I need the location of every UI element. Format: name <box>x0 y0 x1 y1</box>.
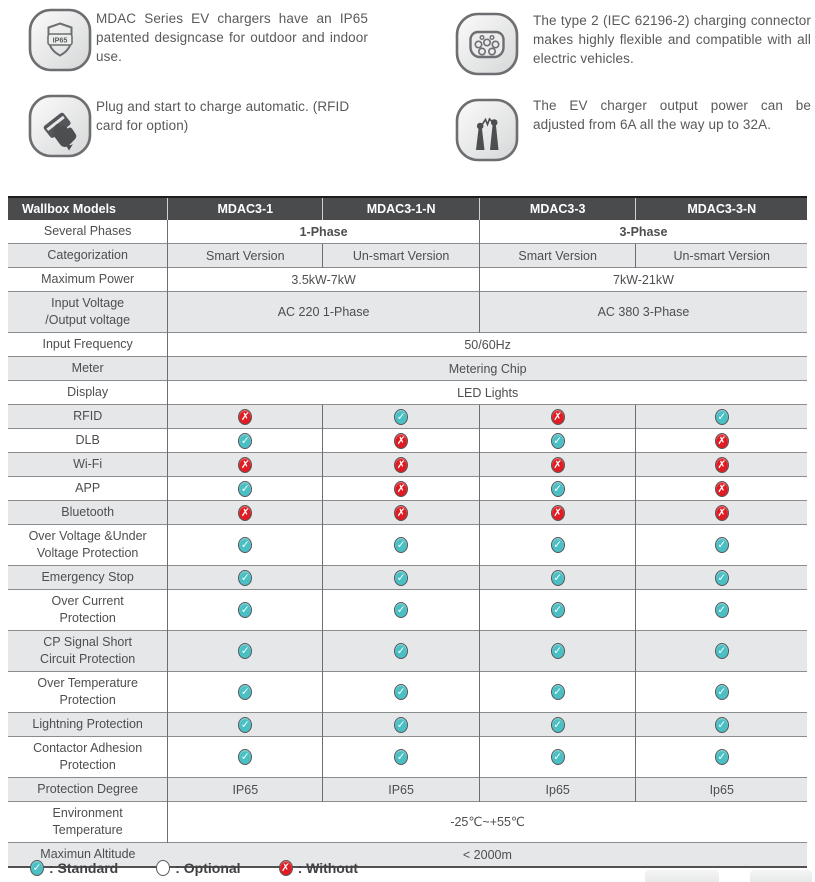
check-icon: ✓ <box>551 684 565 700</box>
adjustable-power-icon <box>455 98 519 162</box>
legend-standard-label: : Standard <box>49 860 119 876</box>
spec-value-cell <box>323 713 480 737</box>
spec-value-cell <box>479 501 636 525</box>
spec-value-cell <box>636 429 807 453</box>
check-icon: ✓ <box>238 537 252 553</box>
spec-label-cell: Meter <box>8 357 168 381</box>
spec-value-cell <box>168 405 323 429</box>
table-row <box>8 631 807 672</box>
spec-value-cell <box>323 672 480 713</box>
table-row <box>8 220 807 244</box>
spec-value-cell <box>323 429 480 453</box>
spec-label-cell: Categorization <box>8 244 168 268</box>
spec-value-cell: IP65 <box>323 778 480 802</box>
cross-icon: ✗ <box>715 505 729 521</box>
check-icon: ✓ <box>394 602 408 618</box>
spec-value-cell: Metering Chip <box>168 357 807 381</box>
spec-value-cell <box>636 566 807 590</box>
check-icon: ✓ <box>238 570 252 586</box>
spec-value-cell: < 2000m <box>168 843 807 868</box>
feature-text-ip65: MDAC Series EV chargers have an IP65 patented designcase for outdoor and indoor use. <box>96 11 368 65</box>
spec-value-cell: Ip65 <box>479 778 636 802</box>
table-row <box>8 292 807 333</box>
check-icon: ✓ <box>551 481 565 497</box>
spec-table <box>8 196 807 868</box>
legend <box>30 860 358 876</box>
spec-value-cell <box>636 590 807 631</box>
spec-value-cell: 1-Phase <box>168 220 480 244</box>
check-icon: ✓ <box>551 433 565 449</box>
spec-value-cell <box>636 453 807 477</box>
spec-value-cell <box>636 525 807 566</box>
spec-value-cell: LED Lights <box>168 381 807 405</box>
spec-value-cell: Un-smart Version <box>636 244 807 268</box>
cross-icon: ✗ <box>279 860 293 876</box>
cross-icon: ✗ <box>238 409 252 425</box>
spec-value-cell <box>479 713 636 737</box>
spec-value-cell <box>323 590 480 631</box>
spec-label-cell: Over Voltage &Under Voltage Protection <box>8 525 168 566</box>
check-icon: ✓ <box>715 749 729 765</box>
table-row <box>8 333 807 357</box>
check-icon: ✓ <box>238 749 252 765</box>
check-icon: ✓ <box>238 717 252 733</box>
spec-value-cell <box>479 405 636 429</box>
ip65-shield-icon <box>28 8 92 72</box>
table-row <box>8 778 807 802</box>
spec-value-cell: 3.5kW-7kW <box>168 268 480 292</box>
spec-value-cell <box>168 631 323 672</box>
spec-value-cell <box>168 566 323 590</box>
spec-value-cell <box>168 453 323 477</box>
spec-label-cell: Over Temperature Protection <box>8 672 168 713</box>
spec-value-cell: 7kW-21kW <box>479 268 807 292</box>
spec-value-cell: IP65 <box>168 778 323 802</box>
check-icon: ✓ <box>238 433 252 449</box>
cross-icon: ✗ <box>715 433 729 449</box>
spec-value-cell <box>479 566 636 590</box>
check-icon: ✓ <box>238 643 252 659</box>
spec-label-cell: Maximum Power <box>8 268 168 292</box>
spec-value-cell <box>323 631 480 672</box>
check-icon: ✓ <box>715 717 729 733</box>
table-row <box>8 381 807 405</box>
cross-icon: ✗ <box>394 433 408 449</box>
table-row <box>8 672 807 713</box>
table-row <box>8 268 807 292</box>
spec-value-cell: Smart Version <box>479 244 636 268</box>
spec-label-cell: Maximun Altitude <box>8 843 168 868</box>
spec-label-cell: Lightning Protection <box>8 713 168 737</box>
spec-label-cell: Wi-Fi <box>8 453 168 477</box>
svg-text:IP65: IP65 <box>52 35 68 45</box>
spec-value-cell: -25℃~+55℃ <box>168 802 807 843</box>
partial-product-image <box>645 870 719 882</box>
spec-value-cell <box>636 501 807 525</box>
check-icon: ✓ <box>394 749 408 765</box>
spec-value-cell <box>323 737 480 778</box>
spec-value-cell <box>479 429 636 453</box>
column-header: MDAC3-1-N <box>323 197 480 220</box>
spec-value-cell <box>168 737 323 778</box>
spec-label-cell: Environment Temperature <box>8 802 168 843</box>
spec-value-cell <box>479 477 636 501</box>
table-row <box>8 477 807 501</box>
check-icon: ✓ <box>394 537 408 553</box>
feature-text-plug-charge: Plug and start to charge automatic. (RFID card for option) <box>96 99 350 134</box>
spec-label-cell: Contactor Adhesion Protection <box>8 737 168 778</box>
spec-value-cell <box>168 713 323 737</box>
spec-value-cell: AC 380 3-Phase <box>479 292 807 333</box>
legend-without-label: : Without <box>297 860 359 876</box>
cross-icon: ✗ <box>715 457 729 473</box>
rfid-card-icon <box>28 94 92 158</box>
cross-icon: ✗ <box>551 505 565 521</box>
spec-value-cell <box>636 713 807 737</box>
spec-value-cell: AC 220 1-Phase <box>168 292 480 333</box>
table-row <box>8 405 807 429</box>
check-icon: ✓ <box>238 684 252 700</box>
spec-value-cell <box>479 590 636 631</box>
spec-value-cell <box>323 405 480 429</box>
table-row <box>8 713 807 737</box>
features-section <box>0 0 815 196</box>
check-icon: ✓ <box>551 537 565 553</box>
spec-value-cell <box>168 672 323 713</box>
spec-label-cell: Protection Degree <box>8 778 168 802</box>
cross-icon: ✗ <box>551 409 565 425</box>
legend-standard <box>30 860 118 876</box>
check-icon: ✓ <box>715 643 729 659</box>
spec-value-cell: 50/60Hz <box>168 333 807 357</box>
spec-label-cell: Emergency Stop <box>8 566 168 590</box>
spec-value-cell <box>323 566 480 590</box>
table-row <box>8 737 807 778</box>
table-row <box>8 590 807 631</box>
column-header: MDAC3-3-N <box>636 197 807 220</box>
spec-value-cell <box>479 453 636 477</box>
spec-value-cell <box>168 477 323 501</box>
table-row <box>8 357 807 381</box>
spec-value-cell <box>636 672 807 713</box>
spec-label-cell: Display <box>8 381 168 405</box>
check-icon: ✓ <box>394 409 408 425</box>
spec-value-cell <box>168 429 323 453</box>
spec-value-cell: Smart Version <box>168 244 323 268</box>
spec-value-cell <box>479 631 636 672</box>
spec-label-cell: Input Voltage /Output voltage <box>8 292 168 333</box>
header-models-label: Wallbox Models <box>8 197 168 220</box>
spec-value-cell <box>479 525 636 566</box>
spec-label-cell: RFID <box>8 405 168 429</box>
table-row <box>8 802 807 843</box>
cross-icon: ✗ <box>238 505 252 521</box>
check-icon: ✓ <box>394 684 408 700</box>
spec-value-cell <box>323 501 480 525</box>
check-icon: ✓ <box>238 481 252 497</box>
feature-text-type2: The type 2 (IEC 62196-2) charging connector makes highly flexible and compatible with all electric vehicles. <box>533 13 811 67</box>
table-header-row <box>8 197 807 220</box>
spec-value-cell: Ip65 <box>636 778 807 802</box>
check-icon: ✓ <box>30 860 44 876</box>
column-header: MDAC3-1 <box>168 197 323 220</box>
spec-label-cell: Over Current Protection <box>8 590 168 631</box>
spec-value-cell: 3-Phase <box>479 220 807 244</box>
spec-value-cell <box>323 525 480 566</box>
check-icon: ✓ <box>715 409 729 425</box>
check-icon: ✓ <box>551 717 565 733</box>
legend-optional <box>156 860 240 876</box>
cross-icon: ✗ <box>551 457 565 473</box>
spec-label-cell: APP <box>8 477 168 501</box>
check-icon: ✓ <box>551 570 565 586</box>
spec-value-cell: Un-smart Version <box>323 244 480 268</box>
cross-icon: ✗ <box>238 457 252 473</box>
spec-label-cell: DLB <box>8 429 168 453</box>
check-icon: ✓ <box>551 749 565 765</box>
column-header: MDAC3-3 <box>479 197 636 220</box>
check-icon: ✓ <box>715 537 729 553</box>
table-row <box>8 429 807 453</box>
cross-icon: ✗ <box>715 481 729 497</box>
table-row <box>8 244 807 268</box>
feature-text-power: The EV charger output power can be adjusted from 6A all the way up to 32A. <box>533 98 811 133</box>
spec-value-cell <box>168 525 323 566</box>
spec-value-cell <box>636 405 807 429</box>
spec-label-cell: CP Signal Short Circuit Protection <box>8 631 168 672</box>
check-icon: ✓ <box>715 570 729 586</box>
spec-value-cell <box>479 737 636 778</box>
spec-value-cell <box>479 672 636 713</box>
cross-icon: ✗ <box>394 457 408 473</box>
check-icon: ✓ <box>394 570 408 586</box>
table-row <box>8 525 807 566</box>
check-icon: ✓ <box>551 643 565 659</box>
table-row <box>8 566 807 590</box>
spec-value-cell <box>323 477 480 501</box>
spec-label-cell: Bluetooth <box>8 501 168 525</box>
spec-value-cell <box>168 590 323 631</box>
type2-connector-icon <box>455 12 519 76</box>
cross-icon: ✗ <box>394 481 408 497</box>
spec-value-cell <box>636 737 807 778</box>
partial-product-image <box>750 870 812 882</box>
legend-optional-label: : Optional <box>175 860 241 876</box>
cross-icon: ✗ <box>394 505 408 521</box>
table-row <box>8 501 807 525</box>
spec-value-cell <box>636 477 807 501</box>
check-icon: ✓ <box>715 602 729 618</box>
check-icon: ✓ <box>715 684 729 700</box>
spec-value-cell <box>636 631 807 672</box>
check-icon: ✓ <box>394 643 408 659</box>
table-row <box>8 453 807 477</box>
legend-without <box>279 860 359 876</box>
check-icon: ✓ <box>394 717 408 733</box>
check-icon: ✓ <box>551 602 565 618</box>
spec-label-cell: Input Frequency <box>8 333 168 357</box>
check-icon: ✓ <box>238 602 252 618</box>
spec-value-cell <box>168 501 323 525</box>
spec-value-cell <box>323 453 480 477</box>
optional-circle-icon <box>156 860 170 876</box>
spec-label-cell: Several Phases <box>43 224 132 238</box>
